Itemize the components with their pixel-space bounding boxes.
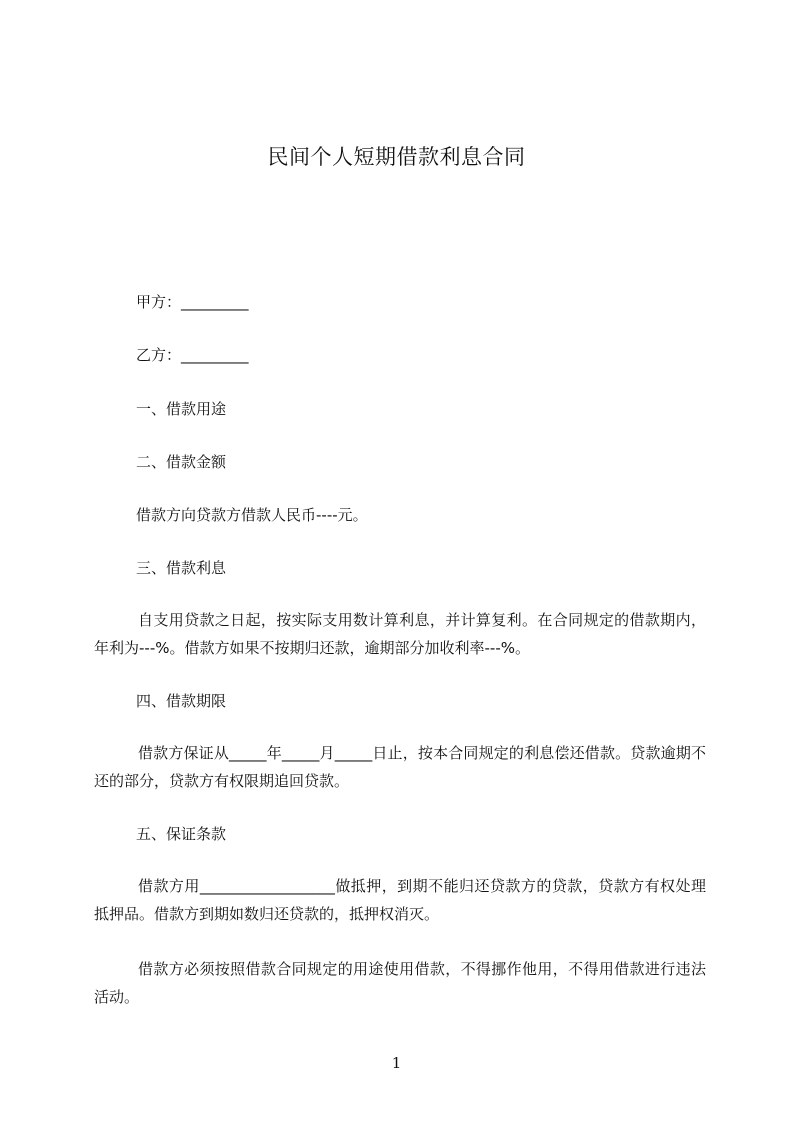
page-number: 1: [391, 1054, 402, 1072]
section-text-guarantee-usage: 借款方必须按照借款合同规定的用途使用借款，不得挪作他用，不得用借款进行违法活动。: [94, 960, 706, 1006]
party-b-line: 乙方：_________: [136, 346, 249, 364]
section-heading-term: 四、借款期限: [136, 692, 227, 710]
party-a-line: 甲方：_________: [136, 293, 249, 311]
section-text-term: 借款方保证从_____年_____月_____日止，按本合同规定的利息偿还借款。贷款逾期不还的部分，贷款方有权限期追回贷款。: [94, 744, 706, 790]
section-heading-purpose: 一、借款用途: [136, 400, 227, 418]
document-title: 民间个人短期借款利息合同: [267, 145, 526, 169]
section-heading-interest: 三、借款利息: [136, 559, 227, 577]
section-text-guarantee-collateral: 借款方用__________________做抵押，到期不能归还贷款方的贷款，贷款方有权处理抵押品。借款方到期如数归还贷款的，抵押权消灭。: [94, 877, 706, 923]
section-heading-guarantee: 五、保证条款: [136, 825, 227, 843]
section-text-amount: 借款方向贷款方借款人民币----元。: [136, 506, 368, 524]
section-heading-amount: 二、借款金额: [136, 453, 227, 471]
section-text-interest: 自支用贷款之日起，按实际支用数计算利息，并计算复利。在合同规定的借款期内，年利为---%。借款方如果不按期归还款，逾期部分加收利率---%。: [94, 611, 706, 657]
